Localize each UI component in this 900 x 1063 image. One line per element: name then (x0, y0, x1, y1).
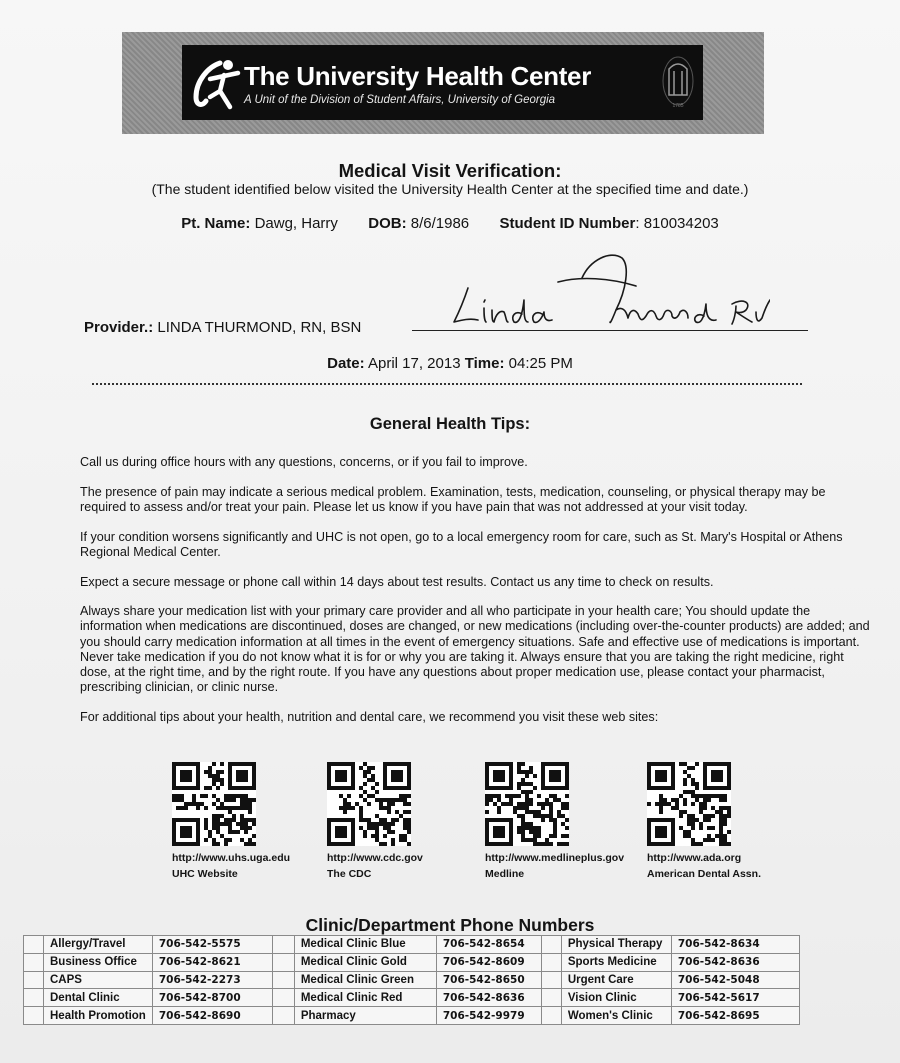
website-url[interactable]: http://www.medlineplus.gov (485, 852, 625, 864)
clinic-name: Health Promotion (44, 1007, 153, 1025)
clinic-phone: 706-542-5575 (152, 936, 272, 954)
uhc-runner-logo-icon (190, 57, 242, 113)
date-value: April 17, 2013 (367, 355, 461, 372)
clinic-phone: 706-542-8695 (671, 1007, 799, 1025)
clinic-phone: 706-542-5048 (671, 971, 799, 989)
clinic-phone: 706-542-5617 (671, 989, 799, 1007)
time-label: Time: (464, 355, 505, 372)
website-url[interactable]: http://www.uhs.uga.edu (172, 852, 291, 864)
date-time-row (0, 355, 900, 372)
verification-subtitle: (The student identified below visited the University Health Center at the specified time and date.) (151, 181, 749, 197)
tip-paragraph: Always share your medication list with your primary care provider and all who participate in your health care; You should update the information when medications are discontinued, doses are changed, or new medications (including over-the-counter products) are added; and you should carry medication information at all times in the event of emergency situations. Safe and effective use of medications is important. Never take medication if you do not know what it is for or why you are taking it. Always ensure that you are taking the right medicine, right dose, at the right time, and by the right route. If you have any questions about proper medication use, please contact your pharmacist, prescribing clinician, or clinic nurse. (80, 604, 870, 695)
verification-title: Medical Visit Verification: (338, 160, 562, 181)
svg-text:1785: 1785 (672, 103, 684, 109)
clinic-phone: 706-542-8650 (436, 971, 541, 989)
patient-name-label: Pt. Name: (181, 215, 251, 232)
clinic-phone: 706-542-2273 (152, 971, 272, 989)
provider-signature (440, 250, 770, 332)
tips-body (80, 455, 870, 740)
table-row (24, 936, 800, 954)
clinic-name: Women's Clinic (561, 1007, 671, 1025)
date-label: Date: (327, 355, 365, 372)
header-subtitle: A Unit of the Division of Student Affairs, University of Georgia (244, 94, 556, 106)
tip-paragraph: Expect a secure message or phone call within 14 days about test results. Contact us any time to check on results. (80, 574, 714, 589)
clinic-phone: 706-542-9979 (436, 1007, 541, 1025)
dob-label: DOB: (368, 215, 407, 232)
clinic-phone: 706-542-8609 (436, 953, 541, 971)
patient-name: Dawg, Harry (254, 215, 338, 232)
table-row (24, 989, 800, 1007)
clinic-phone: 706-542-8634 (671, 936, 799, 954)
clinic-name: Vision Clinic (561, 989, 671, 1007)
tips-title: General Health Tips: (369, 415, 531, 433)
clinic-name: Medical Clinic Red (294, 989, 436, 1007)
clinic-phone: 706-542-8636 (671, 953, 799, 971)
clinic-phone: 706-542-8636 (436, 989, 541, 1007)
website-url[interactable]: http://www.cdc.gov (327, 852, 423, 864)
website-label: The CDC (327, 868, 372, 880)
clinic-name: Medical Clinic Blue (294, 936, 436, 954)
clinic-name: Medical Clinic Green (294, 971, 436, 989)
provider-row (84, 319, 361, 336)
phone-numbers-table (23, 935, 800, 1025)
clinic-phone: 706-542-8700 (152, 989, 272, 1007)
website-label: American Dental Assn. (647, 868, 761, 880)
clinic-phone: 706-542-8654 (436, 936, 541, 954)
table-row (24, 953, 800, 971)
website-label: UHC Website (172, 868, 238, 880)
clinic-name: Pharmacy (294, 1007, 436, 1025)
qr-code-icon (327, 762, 411, 846)
provider-label: Provider.: (84, 319, 154, 336)
website-medline (485, 762, 635, 880)
clinic-phone: 706-542-8621 (152, 953, 272, 971)
clinic-name: Allergy/Travel (44, 936, 153, 954)
clinic-name: CAPS (44, 971, 153, 989)
tip-paragraph: For additional tips about your health, nutrition and dental care, we recommend you visit these web sites: (80, 709, 659, 724)
tip-paragraph: Call us during office hours with any questions, concerns, or if you fail to improve. (80, 455, 528, 469)
tear-line-divider (92, 383, 802, 385)
website-ada (647, 762, 797, 880)
signature-line (412, 330, 808, 331)
website-label: Medline (485, 868, 525, 880)
student-id-label: Student ID Number (499, 215, 636, 232)
clinic-name: Sports Medicine (561, 953, 671, 971)
clinic-name: Physical Therapy (561, 936, 671, 954)
provider-name: LINDA THURMOND, RN, BSN (157, 319, 362, 336)
qr-code-icon (172, 762, 256, 846)
phone-numbers-title: Clinic/Department Phone Numbers (305, 915, 595, 935)
dob-value: 8/6/1986 (410, 215, 470, 232)
table-row (24, 971, 800, 989)
tip-paragraph: If your condition worsens significantly and UHC is not open, go to a local emergency room for care, such as St. Mary's Hospital or Athens Regional Medical Center. (80, 529, 843, 559)
clinic-phone: 706-542-8690 (152, 1007, 272, 1025)
qr-code-icon (647, 762, 731, 846)
qr-code-icon (485, 762, 569, 846)
time-value: 04:25 PM (508, 355, 573, 372)
student-id-value: 810034203 (643, 215, 719, 232)
clinic-name: Business Office (44, 953, 153, 971)
uga-arch-icon (662, 55, 694, 111)
website-uhc (172, 762, 322, 880)
clinic-name: Urgent Care (561, 971, 671, 989)
patient-info-row: Pt. Name: Dawg, Harry DOB: 8/6/1986 Student ID Number: 810034203 (181, 215, 719, 232)
website-cdc (327, 762, 477, 880)
header-banner-inner (182, 45, 703, 120)
clinic-name: Dental Clinic (44, 989, 153, 1007)
header-title: The University Health Center (244, 61, 592, 91)
website-url[interactable]: http://www.ada.org (647, 852, 742, 864)
tip-paragraph: The presence of pain may indicate a serious medical problem. Examination, tests, medication, counseling, or physical therapy may be required to assess and/or treat your pain. Please let us know if you have pain that was not addressed at your visit today. (80, 484, 826, 514)
clinic-name: Medical Clinic Gold (294, 953, 436, 971)
table-row (24, 1007, 800, 1025)
header-banner (122, 32, 764, 134)
